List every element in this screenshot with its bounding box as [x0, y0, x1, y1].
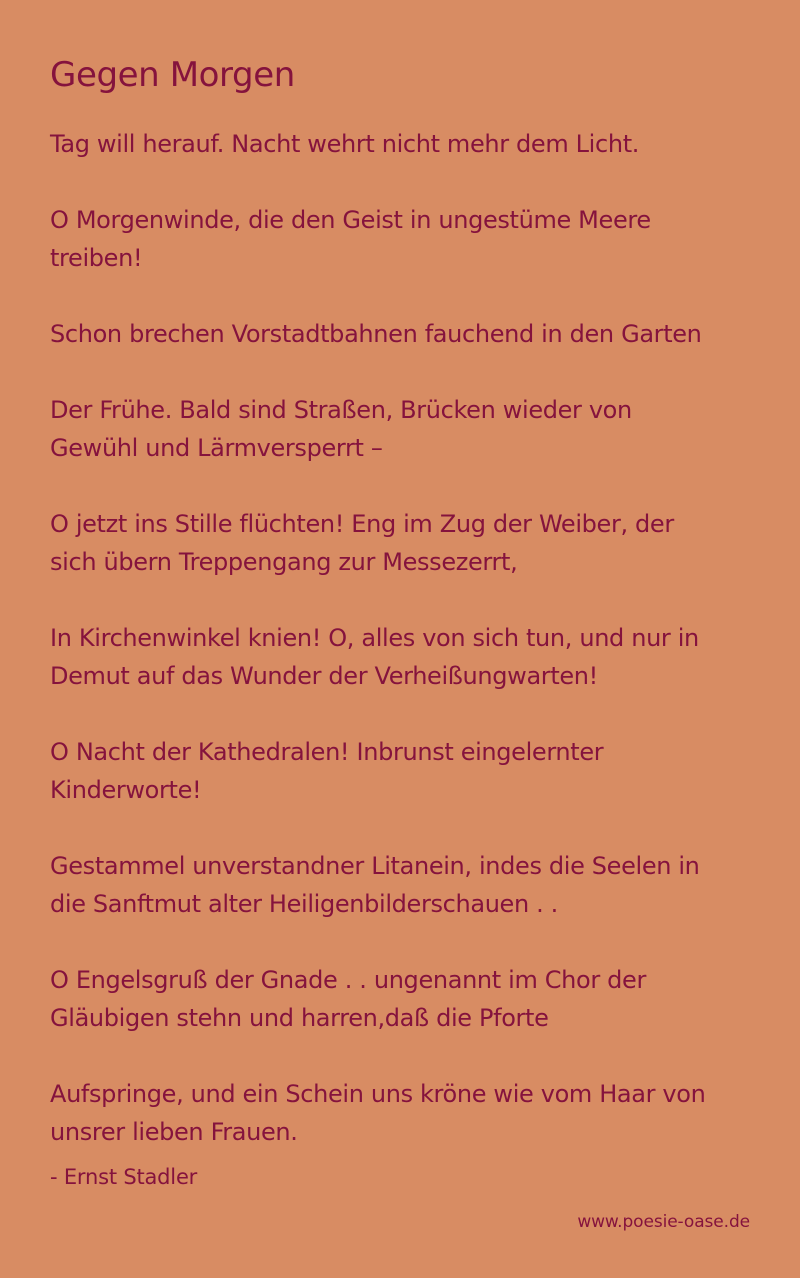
poem-line: O Nacht der Kathedralen! Inbrunst eingelernter — [50, 738, 604, 766]
poem-line: sich übern Treppengang zur Messezerrt, — [50, 548, 518, 576]
stanza-7 — [50, 733, 760, 809]
stanza-3 — [50, 315, 760, 353]
poem-line: O Engelsgruß der Gnade . . ungenannt im Chor der — [50, 966, 646, 994]
poem-line: Kinderworte! — [50, 776, 202, 804]
poem-line: In Kirchenwinkel knien! O, alles von sich tun, und nur in — [50, 624, 699, 652]
stanza-6 — [50, 619, 760, 695]
stanza-4 — [50, 391, 760, 467]
poem-line: Der Frühe. Bald sind Straßen, Brücken wieder von — [50, 396, 632, 424]
poem-line: Tag will herauf. Nacht wehrt nicht mehr dem Licht. — [50, 130, 640, 158]
stanza-1 — [50, 125, 760, 163]
poem-line: Gläubigen stehn und harren,daß die Pforte — [50, 1004, 549, 1032]
stanza-5 — [50, 505, 760, 581]
poem-line: treiben! — [50, 244, 143, 272]
poem-line: Gestammel unverstandner Litanein, indes die Seelen in — [50, 852, 700, 880]
poem-line: die Sanftmut alter Heiligenbilderschauen . . — [50, 890, 558, 918]
poem-line: Aufspringe, und ein Schein uns kröne wie vom Haar von — [50, 1080, 706, 1108]
poem-author: - Ernst Stadler — [50, 1165, 198, 1189]
poem-line: Gewühl und Lärmversperrt – — [50, 434, 383, 462]
poem-line: Demut auf das Wunder der Verheißungwarten! — [50, 662, 598, 690]
stanza-2 — [50, 201, 760, 277]
poem-line: O jetzt ins Stille flüchten! Eng im Zug der Weiber, der — [50, 510, 674, 538]
stanza-8 — [50, 847, 760, 923]
poem-body — [50, 125, 760, 1189]
poem-title: Gegen Morgen — [50, 55, 295, 95]
poem-line: Schon brechen Vorstadtbahnen fauchend in den Garten — [50, 320, 702, 348]
stanza-10 — [50, 1075, 760, 1151]
stanza-9 — [50, 961, 760, 1037]
poem-line: unsrer lieben Frauen. — [50, 1118, 298, 1146]
poem-line: O Morgenwinde, die den Geist in ungestüme Meere — [50, 206, 651, 234]
website-url: www.poesie-oase.de — [577, 1212, 750, 1232]
